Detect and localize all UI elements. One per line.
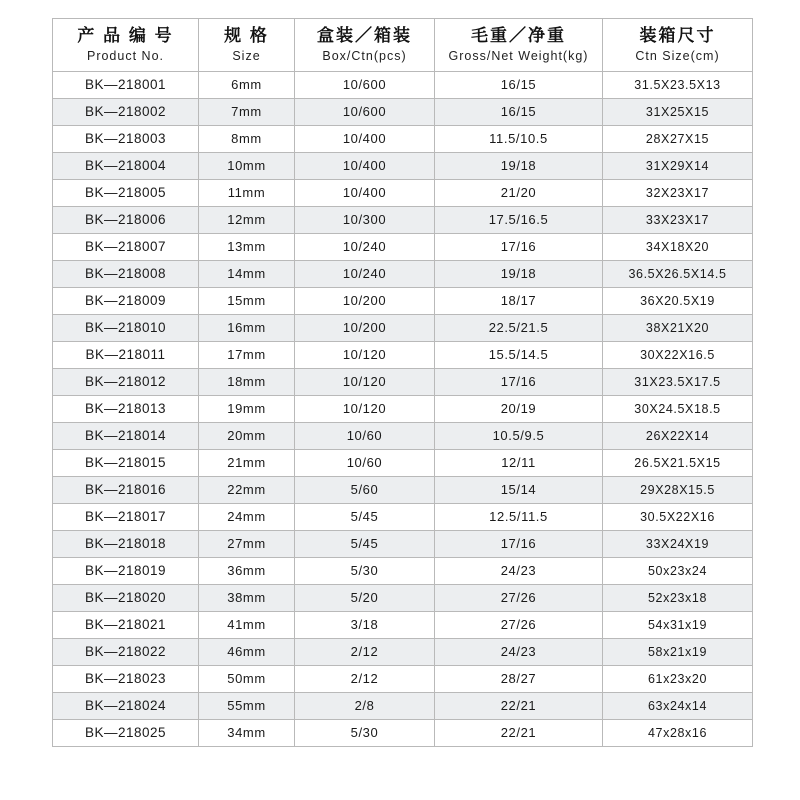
cell-size: 20mm — [199, 423, 295, 450]
cell-ctn: 36.5X26.5X14.5 — [603, 261, 753, 288]
cell-wt: 24/23 — [435, 558, 603, 585]
cell-size: 38mm — [199, 585, 295, 612]
cell-code: BK—218015 — [53, 450, 199, 477]
cell-code: BK—218020 — [53, 585, 199, 612]
table-row — [53, 558, 753, 585]
cell-size: 18mm — [199, 369, 295, 396]
cell-box: 10/120 — [295, 369, 435, 396]
cell-code: BK—218003 — [53, 126, 199, 153]
cell-ctn: 30X24.5X18.5 — [603, 396, 753, 423]
cell-wt: 17.5/16.5 — [435, 207, 603, 234]
column-header-weight — [435, 19, 603, 72]
table-row — [53, 504, 753, 531]
cell-ctn: 38X21X20 — [603, 315, 753, 342]
cell-code: BK—218016 — [53, 477, 199, 504]
column-header-ctn-size — [603, 19, 753, 72]
cell-box: 2/8 — [295, 693, 435, 720]
cell-box: 5/45 — [295, 504, 435, 531]
cell-box: 2/12 — [295, 639, 435, 666]
table-row — [53, 531, 753, 558]
cell-code: BK—218008 — [53, 261, 199, 288]
table-row — [53, 396, 753, 423]
header-en-ctn-size: Ctn Size(cm) — [635, 49, 720, 63]
cell-ctn: 61x23x20 — [603, 666, 753, 693]
table-row — [53, 585, 753, 612]
cell-wt: 11.5/10.5 — [435, 126, 603, 153]
cell-box: 10/600 — [295, 99, 435, 126]
cell-wt: 15.5/14.5 — [435, 342, 603, 369]
header-cn-weight: 毛重／净重 — [471, 26, 566, 45]
cell-ctn: 58x21x19 — [603, 639, 753, 666]
cell-ctn: 26X22X14 — [603, 423, 753, 450]
table-row — [53, 180, 753, 207]
cell-size: 7mm — [199, 99, 295, 126]
cell-ctn: 34X18X20 — [603, 234, 753, 261]
cell-size: 13mm — [199, 234, 295, 261]
cell-ctn: 50x23x24 — [603, 558, 753, 585]
header-en-product-no: Product No. — [86, 49, 164, 63]
cell-wt: 15/14 — [435, 477, 603, 504]
cell-ctn: 54x31x19 — [603, 612, 753, 639]
cell-wt: 22/21 — [435, 693, 603, 720]
cell-code: BK—218011 — [53, 342, 199, 369]
cell-ctn: 28X27X15 — [603, 126, 753, 153]
cell-box: 10/120 — [295, 342, 435, 369]
table-row — [53, 342, 753, 369]
table-row — [53, 261, 753, 288]
cell-box: 10/240 — [295, 234, 435, 261]
cell-wt: 18/17 — [435, 288, 603, 315]
table-row — [53, 423, 753, 450]
cell-box: 10/200 — [295, 288, 435, 315]
cell-size: 8mm — [199, 126, 295, 153]
cell-size: 17mm — [199, 342, 295, 369]
cell-box: 5/45 — [295, 531, 435, 558]
table-row — [53, 612, 753, 639]
cell-code: BK—218025 — [53, 720, 199, 747]
cell-ctn: 33X24X19 — [603, 531, 753, 558]
cell-wt: 27/26 — [435, 612, 603, 639]
product-spec-table — [52, 18, 753, 747]
table-header — [53, 19, 753, 72]
cell-size: 15mm — [199, 288, 295, 315]
cell-ctn: 32X23X17 — [603, 180, 753, 207]
header-cn-size: 规 格 — [224, 26, 269, 45]
cell-wt: 16/15 — [435, 99, 603, 126]
cell-wt: 24/23 — [435, 639, 603, 666]
cell-ctn: 36X20.5X19 — [603, 288, 753, 315]
cell-code: BK—218022 — [53, 639, 199, 666]
cell-box: 10/240 — [295, 261, 435, 288]
column-header-product-no — [53, 19, 199, 72]
cell-wt: 12.5/11.5 — [435, 504, 603, 531]
cell-box: 5/30 — [295, 720, 435, 747]
cell-ctn: 31.5X23.5X13 — [603, 72, 753, 99]
cell-size: 6mm — [199, 72, 295, 99]
table-row — [53, 315, 753, 342]
cell-box: 2/12 — [295, 666, 435, 693]
cell-box: 3/18 — [295, 612, 435, 639]
cell-code: BK—218001 — [53, 72, 199, 99]
column-header-size — [199, 19, 295, 72]
cell-code: BK—218009 — [53, 288, 199, 315]
cell-size: 34mm — [199, 720, 295, 747]
cell-size: 19mm — [199, 396, 295, 423]
cell-ctn: 52x23x18 — [603, 585, 753, 612]
column-header-box-ctn — [295, 19, 435, 72]
cell-ctn: 33X23X17 — [603, 207, 753, 234]
cell-size: 14mm — [199, 261, 295, 288]
cell-box: 10/120 — [295, 396, 435, 423]
cell-box: 10/60 — [295, 423, 435, 450]
table-row — [53, 234, 753, 261]
cell-ctn: 31X25X15 — [603, 99, 753, 126]
cell-size: 11mm — [199, 180, 295, 207]
header-cn-product-no: 产 品 编 号 — [77, 26, 174, 45]
cell-size: 16mm — [199, 315, 295, 342]
cell-wt: 21/20 — [435, 180, 603, 207]
cell-size: 21mm — [199, 450, 295, 477]
cell-size: 24mm — [199, 504, 295, 531]
cell-ctn: 31X29X14 — [603, 153, 753, 180]
table-row — [53, 369, 753, 396]
cell-box: 10/200 — [295, 315, 435, 342]
cell-box: 10/60 — [295, 450, 435, 477]
cell-box: 10/400 — [295, 153, 435, 180]
cell-size: 41mm — [199, 612, 295, 639]
table-row — [53, 477, 753, 504]
cell-wt: 28/27 — [435, 666, 603, 693]
cell-box: 10/400 — [295, 126, 435, 153]
cell-box: 5/30 — [295, 558, 435, 585]
cell-code: BK—218019 — [53, 558, 199, 585]
cell-size: 55mm — [199, 693, 295, 720]
table-row — [53, 639, 753, 666]
cell-wt: 16/15 — [435, 72, 603, 99]
cell-wt: 20/19 — [435, 396, 603, 423]
cell-wt: 27/26 — [435, 585, 603, 612]
cell-wt: 17/16 — [435, 531, 603, 558]
cell-ctn: 26.5X21.5X15 — [603, 450, 753, 477]
cell-wt: 22/21 — [435, 720, 603, 747]
cell-code: BK—218013 — [53, 396, 199, 423]
cell-ctn: 63x24x14 — [603, 693, 753, 720]
table-row — [53, 207, 753, 234]
header-en-weight: Gross/Net Weight(kg) — [448, 49, 589, 63]
cell-code: BK—218018 — [53, 531, 199, 558]
cell-code: BK—218002 — [53, 99, 199, 126]
cell-wt: 17/16 — [435, 369, 603, 396]
table-row — [53, 666, 753, 693]
cell-size: 36mm — [199, 558, 295, 585]
table-row — [53, 450, 753, 477]
table-row — [53, 99, 753, 126]
cell-wt: 12/11 — [435, 450, 603, 477]
cell-code: BK—218017 — [53, 504, 199, 531]
header-en-size: Size — [232, 49, 261, 63]
cell-wt: 10.5/9.5 — [435, 423, 603, 450]
table-row — [53, 288, 753, 315]
table-row — [53, 153, 753, 180]
cell-size: 22mm — [199, 477, 295, 504]
cell-code: BK—218010 — [53, 315, 199, 342]
cell-wt: 22.5/21.5 — [435, 315, 603, 342]
cell-size: 50mm — [199, 666, 295, 693]
cell-code: BK—218006 — [53, 207, 199, 234]
header-cn-box-ctn: 盒装／箱装 — [317, 26, 412, 45]
cell-code: BK—218012 — [53, 369, 199, 396]
header-cn-ctn-size: 装箱尺寸 — [639, 26, 716, 45]
cell-ctn: 29X28X15.5 — [603, 477, 753, 504]
cell-size: 12mm — [199, 207, 295, 234]
cell-ctn: 30.5X22X16 — [603, 504, 753, 531]
cell-size: 46mm — [199, 639, 295, 666]
cell-code: BK—218005 — [53, 180, 199, 207]
cell-ctn: 31X23.5X17.5 — [603, 369, 753, 396]
header-row — [53, 19, 753, 72]
cell-wt: 19/18 — [435, 261, 603, 288]
cell-ctn: 30X22X16.5 — [603, 342, 753, 369]
cell-code: BK—218023 — [53, 666, 199, 693]
cell-code: BK—218004 — [53, 153, 199, 180]
cell-code: BK—218024 — [53, 693, 199, 720]
cell-box: 5/20 — [295, 585, 435, 612]
cell-ctn: 47x28x16 — [603, 720, 753, 747]
header-en-box-ctn: Box/Ctn(pcs) — [322, 49, 407, 63]
cell-code: BK—218014 — [53, 423, 199, 450]
table-row — [53, 126, 753, 153]
table-row — [53, 693, 753, 720]
cell-wt: 17/16 — [435, 234, 603, 261]
table-body — [53, 72, 753, 747]
cell-box: 5/60 — [295, 477, 435, 504]
table-row — [53, 72, 753, 99]
cell-box: 10/400 — [295, 180, 435, 207]
cell-size: 10mm — [199, 153, 295, 180]
table-row — [53, 720, 753, 747]
cell-size: 27mm — [199, 531, 295, 558]
cell-box: 10/600 — [295, 72, 435, 99]
cell-box: 10/300 — [295, 207, 435, 234]
cell-wt: 19/18 — [435, 153, 603, 180]
cell-code: BK—218021 — [53, 612, 199, 639]
cell-code: BK—218007 — [53, 234, 199, 261]
